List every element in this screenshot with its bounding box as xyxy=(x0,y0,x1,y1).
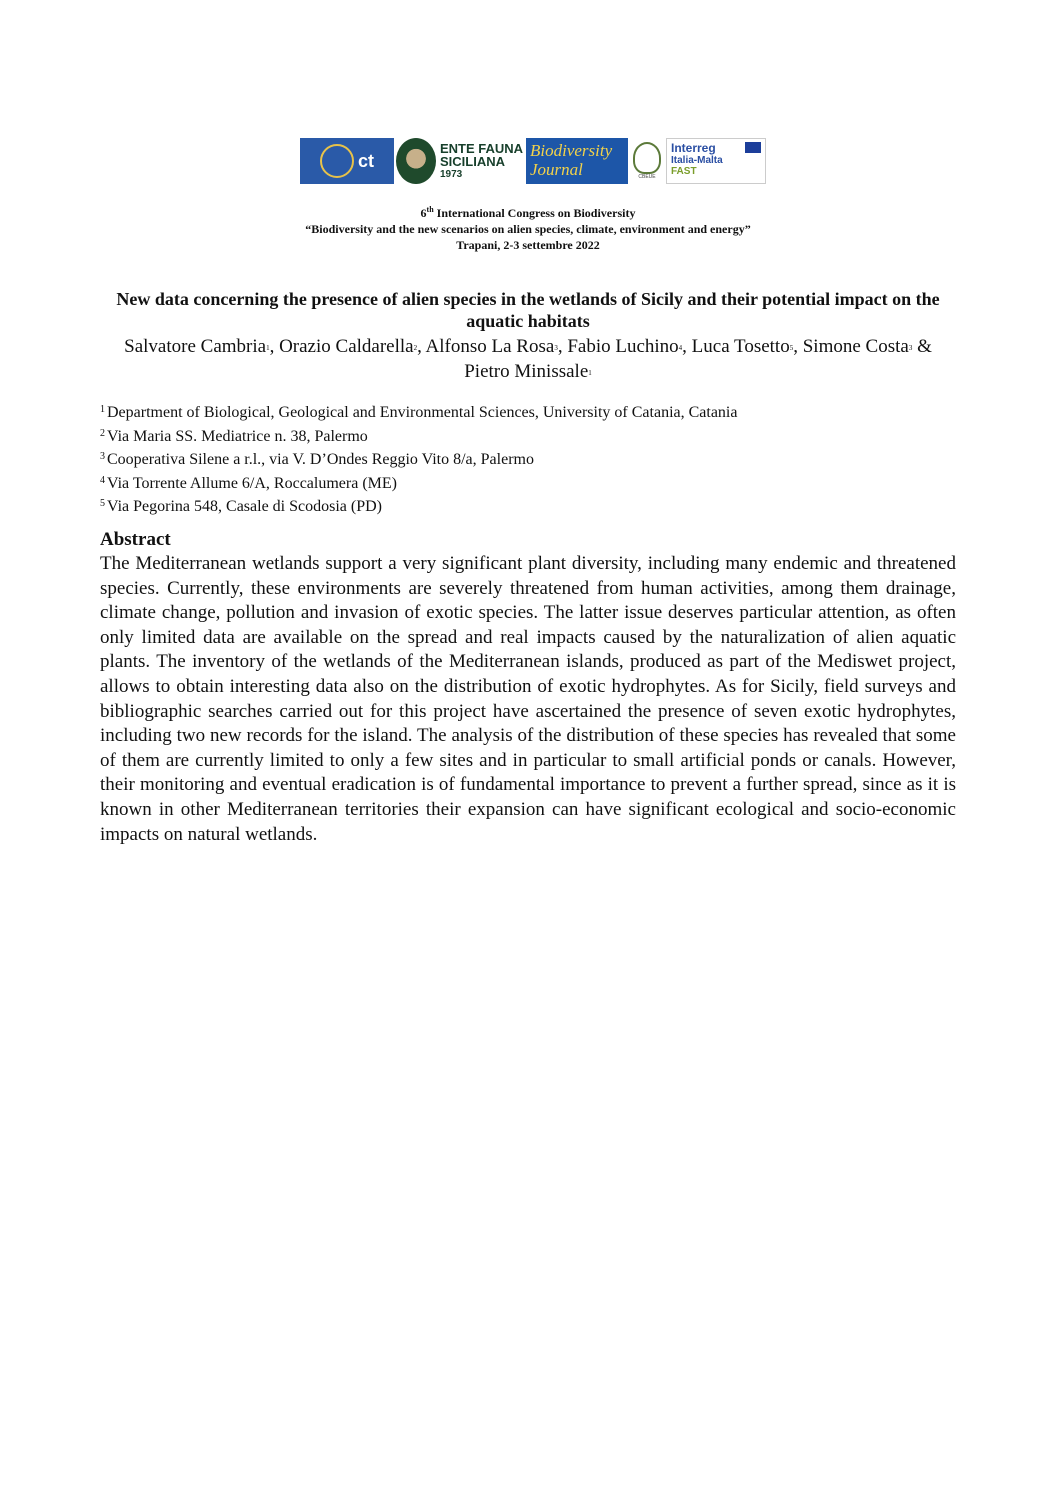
author-list xyxy=(100,335,956,385)
affiliation-text: Via Maria SS. Mediatrice n. 38, Palermo xyxy=(107,427,368,445)
affiliation-item xyxy=(100,494,956,518)
interreg-line-2: Italia-Malta xyxy=(671,155,723,166)
author-affiliation-mark: 1 xyxy=(588,369,592,377)
bj-line-1: Biodiversity xyxy=(530,141,613,160)
paper-title: New data concerning the presence of alien species in the wetlands of Sicily and their potential impact on the aquatic habitats xyxy=(116,289,940,331)
abstract-heading: Abstract xyxy=(100,529,171,550)
affiliation-number: 4 xyxy=(100,474,105,486)
affiliation-number: 2 xyxy=(100,427,105,439)
affiliations-list xyxy=(100,400,956,518)
author-separator: , xyxy=(417,336,426,357)
author-separator: , xyxy=(682,336,692,357)
affiliation-item xyxy=(100,471,956,495)
author-name: Salvatore Cambria xyxy=(124,336,267,357)
author-name: Alfonso La Rosa xyxy=(425,336,555,357)
author-separator: , Simone Costa xyxy=(793,336,909,357)
author-separator: , xyxy=(557,336,568,357)
author-separator: , xyxy=(269,336,280,357)
author-name: Luca Tosetto xyxy=(691,336,790,357)
efs-line-3: 1973 xyxy=(440,168,463,180)
unict-logo-text: ct xyxy=(357,150,374,171)
unict-logo xyxy=(300,138,394,184)
affiliation-item xyxy=(100,424,956,448)
author-affiliation-mark: 1 xyxy=(266,344,270,352)
author-affiliation-mark: 5 xyxy=(789,344,794,352)
affiliation-number: 1 xyxy=(100,404,105,415)
congress-location-date: Trapani, 2-3 settembre 2022 xyxy=(456,238,600,252)
affiliation-item xyxy=(100,400,956,424)
author-affiliation-mark: 4 xyxy=(678,344,683,352)
affiliation-text: Via Torrente Allume 6/A, Roccalumera (ME) xyxy=(107,474,397,492)
congress-ordinal-suffix: th xyxy=(426,205,434,214)
university-seal-icon xyxy=(320,144,354,178)
interreg-line-1: Interreg xyxy=(671,141,716,155)
congress-header xyxy=(0,202,1056,253)
congress-number: 6 xyxy=(420,206,427,220)
author-separator: & Pietro Minissale xyxy=(464,336,932,382)
eu-flag-icon xyxy=(745,142,761,153)
ente-fauna-siciliana-logo xyxy=(396,138,524,184)
affiliation-number: 3 xyxy=(100,451,105,462)
author-affiliation-mark: 3 xyxy=(908,344,913,352)
interreg-line-3: FAST xyxy=(671,166,697,177)
logo-strip xyxy=(300,138,766,184)
author-affiliation-mark: 2 xyxy=(413,344,418,352)
laurel-wreath-icon xyxy=(633,142,661,174)
author-affiliation-mark: 3 xyxy=(554,344,558,352)
efs-line-2: SICILIANA xyxy=(440,153,505,169)
congress-name: International Congress on Biodiversity xyxy=(433,206,636,220)
interreg-logo xyxy=(666,138,766,184)
abstract-body: The Mediterranean wetlands support a very significant plant diversity, including many endemic and threatened species. Currently, these environments are severely threatened from human activities, among them drainage, climate change, pollution and invasion of exotic species. The latter issue deserves particular attention, as often only limited data are available on the spread and real impacts caused by the naturalization of alien aquatic plants. The inventory of the wetlands of the Mediterranean islands, produced as part of the Mediswet project, allows to obtain interesting data also on the distribution of exotic hydrophytes. As for Sicily, field surveys and bibliographic searches carried out for this project have ascertained the presence of seven exotic hydrophytes, including two new records for the island. The analysis of the distribution of these species has revealed that some of them are currently limited to only a few sites and in particular to small artificial ponds or canals. However, their monitoring and eventual eradication is of fundamental importance to prevent a further spread, since as it is known in other Mediterranean territories their expansion can have significant ecological and socio-economic impacts on natural wetlands. xyxy=(100,553,956,845)
efs-line-1: ENTE FAUNA xyxy=(440,140,524,156)
author-name: Fabio Luchino xyxy=(567,336,679,357)
affiliation-text: Cooperativa Silene a r.l., via V. D’Ondes Reggio Vito 8/a, Palermo xyxy=(107,451,534,468)
congress-name-line xyxy=(0,202,1056,221)
vulture-emblem-icon xyxy=(396,138,436,184)
affiliation-item xyxy=(100,447,956,471)
biodiversity-journal-logo xyxy=(526,138,628,184)
affiliation-text: Department of Biological, Geological and Environmental Sciences, University of Catania, Catania xyxy=(107,404,738,421)
affiliation-number: 5 xyxy=(100,498,105,509)
affiliation-text: Via Pegorina 548, Casale di Scodosia (PD) xyxy=(107,498,382,515)
author-name: Orazio Caldarella xyxy=(279,336,414,357)
ente-fauna-siciliana-words xyxy=(440,142,523,181)
bj-line-2: Journal xyxy=(530,160,583,179)
cbeue-logo xyxy=(630,138,664,184)
cbeue-label: CBEUE xyxy=(638,174,656,180)
congress-theme: “Biodiversity and the new scenarios on alien species, climate, environment and energy” xyxy=(305,222,751,236)
